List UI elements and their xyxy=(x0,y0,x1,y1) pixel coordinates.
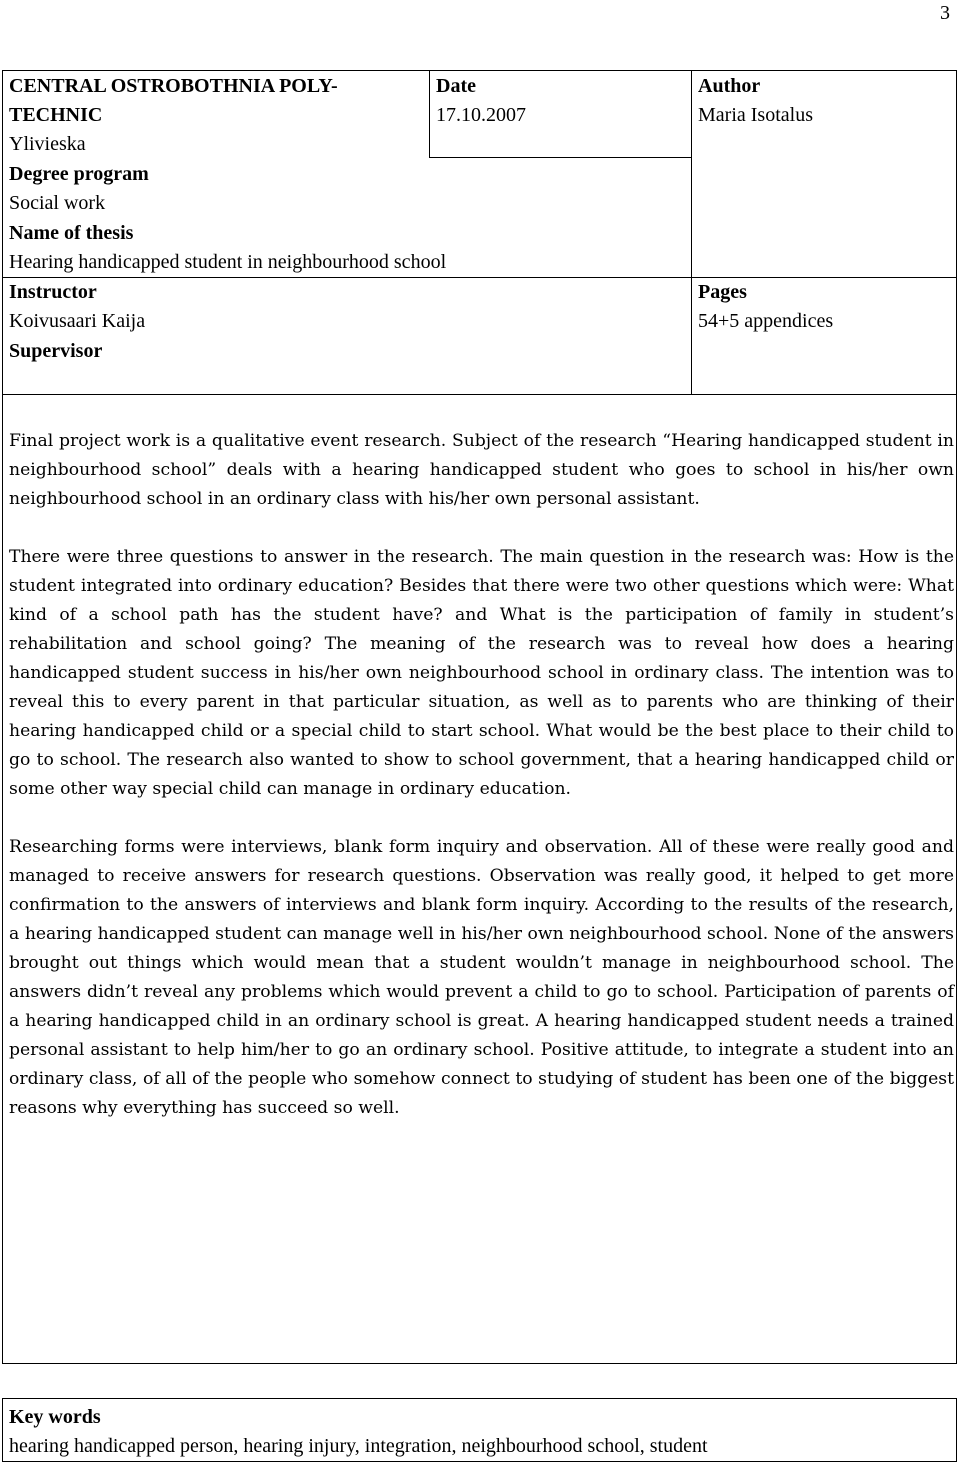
abstract-paragraph: There were three questions to answer in the research. The main question in the research was: How is the student integrated into ordinary education? Besides that there were two other questions which were: What kind of a school path has the student have? and What is the participation of family in student’s rehabilitation and school going? The meaning of the research was to reveal how does a hearing handicapped student success in his/her own neighbourhood school in ordinary class. The intention was to reveal this to every parent in that particular situation, as well as to parents who are thinking of their hearing handicapped child or a special child to start school. What would be the best place to their child to go to school. The research also wanted to show to school government, that a hearing handicapped child or some other way special child can manage in ordinary education. xyxy=(9,547,954,799)
thesis-info-table xyxy=(3,71,956,395)
keywords-value: hearing handicapped person, hearing injury, integration, neighbourhood school, student xyxy=(9,1435,708,1457)
keywords-box xyxy=(2,1398,957,1462)
thesis-title: Hearing handicapped student in neighbourhood school xyxy=(9,251,447,273)
divider-date-left xyxy=(429,71,430,157)
thesis-label: Name of thesis xyxy=(9,222,134,244)
pages-label: Pages xyxy=(698,281,747,303)
campus-name: Ylivieska xyxy=(9,133,86,155)
instructor-label: Instructor xyxy=(9,281,97,303)
supervisor-label: Supervisor xyxy=(9,340,103,362)
abstract-body xyxy=(9,427,954,1152)
author-label: Author xyxy=(698,75,761,97)
divider-thesis-bottom xyxy=(3,277,956,278)
abstract-form xyxy=(2,70,957,1364)
abstract-paragraph: Researching forms were interviews, blank form inquiry and observation. All of these were really good and managed to receive answers for research questions. Observation was really good, it helped to get more confirmation to the answers of interviews and blank form inquiry. According to the results of the research, a hearing handicapped student can manage well in his/her own neighbourhood school. None of the answers brought out things which would mean that a student wouldn’t manage in neighbourhood school. The answers didn’t reveal any problems which would prevent a child to go to school. Participation of parents of a hearing handicapped child in an ordinary school is great. A hearing handicapped student needs a trained personal assistant to help him/her to go an ordinary school. Positive attitude, to integrate a student into an ordinary class, of all of the people who somehow connect to studying of student has been one of the biggest reasons why everything has succeed so well. xyxy=(9,837,954,1118)
abstract-paragraph: Final project work is a qualitative event research. Subject of the research “Hearing handicapped student in neighbourhood school” deals with a hearing handicapped student who goes to school in his/her own neighbourhood school in an ordinary class with his/her own personal assistant. xyxy=(9,431,954,509)
institution-name-line1: CENTRAL OSTROBOTHNIA POLY- xyxy=(9,75,338,97)
keywords-label: Key words xyxy=(9,1406,101,1428)
divider-date-bottom xyxy=(429,157,691,158)
date-label: Date xyxy=(436,75,476,97)
page-number: 3 xyxy=(940,2,950,24)
institution-name-line2: TECHNIC xyxy=(9,104,103,126)
instructor-value: Koivusaari Kaija xyxy=(9,310,146,332)
pages-value: 54+5 appendices xyxy=(698,310,834,332)
degree-label: Degree program xyxy=(9,163,149,185)
divider-author-left xyxy=(691,71,692,394)
date-value: 17.10.2007 xyxy=(436,104,526,126)
author-value: Maria Isotalus xyxy=(698,104,813,126)
degree-value: Social work xyxy=(9,192,106,214)
